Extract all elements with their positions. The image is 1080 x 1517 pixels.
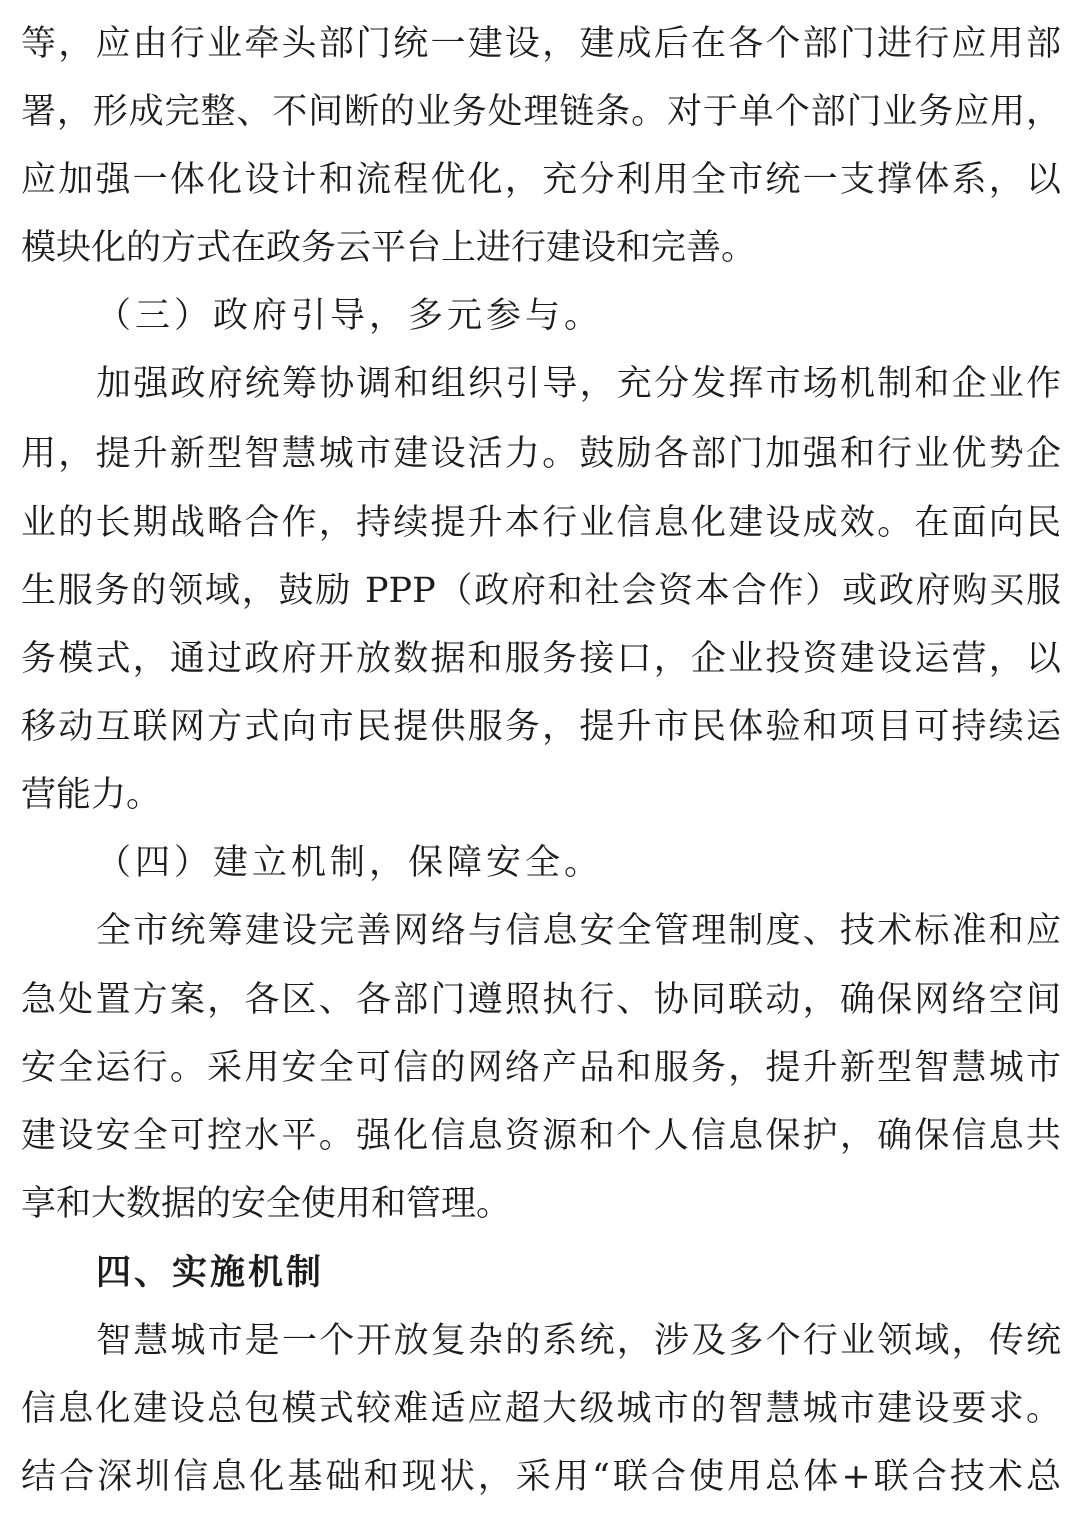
paragraph-line: 结合深圳信息化基础和现状，采用“联合使用总体+联合技术总	[21, 1457, 1061, 1497]
paragraph-line: 加强政府统筹协调和组织引导，充分发挥市场机制和企业作	[96, 364, 1061, 404]
paragraph-line: 务模式，通过政府开放数据和服务接口，企业投资建设运营，以	[21, 639, 1061, 679]
subsection-heading: （四）建立机制，保障安全。	[96, 843, 604, 883]
paragraph-line: 急处置方案，各区、各部门遵照执行、协同联动，确保网络空间	[21, 980, 1061, 1020]
paragraph-line: 模块化的方式在政务云平台上进行建设和完善。	[21, 228, 757, 268]
paragraph-line: 署，形成完整、不间断的业务处理链条。对于单个部门业务应用，	[21, 92, 1061, 132]
paragraph-line: 等，应由行业牵头部门统一建设，建成后在各个部门进行应用部	[21, 24, 1061, 64]
paragraph-line: 业的长期战略合作，持续提升本行业信息化建设成效。在面向民	[21, 503, 1061, 543]
paragraph-line: 建设安全可控水平。强化信息资源和个人信息保护，确保信息共	[21, 1116, 1061, 1156]
paragraph-line: 移动互联网方式向市民提供服务，提升市民体验和项目可持续运	[21, 707, 1061, 747]
paragraph-line: 安全运行。采用安全可信的网络产品和服务，提升新型智慧城市	[21, 1048, 1061, 1088]
paragraph-line: 营能力。	[21, 775, 162, 815]
paragraph-line: 全市统筹建设完善网络与信息安全管理制度、技术标准和应	[96, 911, 1061, 951]
paragraph-line: 享和大数据的安全使用和管理。	[21, 1184, 512, 1224]
paragraph-line: 智慧城市是一个开放复杂的系统，涉及多个行业领域，传统	[96, 1321, 1061, 1361]
paragraph-line: 生服务的领域，鼓励 PPP（政府和社会资本合作）或政府购买服	[21, 571, 1061, 611]
paragraph-line: 信息化建设总包模式较难适应超大级城市的智慧城市建设要求。	[21, 1389, 1061, 1429]
section-heading: 四、实施机制	[96, 1253, 325, 1293]
subsection-heading: （三）政府引导，多元参与。	[96, 296, 604, 336]
paragraph-line: 用，提升新型智慧城市建设活力。鼓励各部门加强和行业优势企	[21, 434, 1061, 474]
paragraph-line: 应加强一体化设计和流程优化，充分利用全市统一支撑体系，以	[21, 160, 1061, 200]
